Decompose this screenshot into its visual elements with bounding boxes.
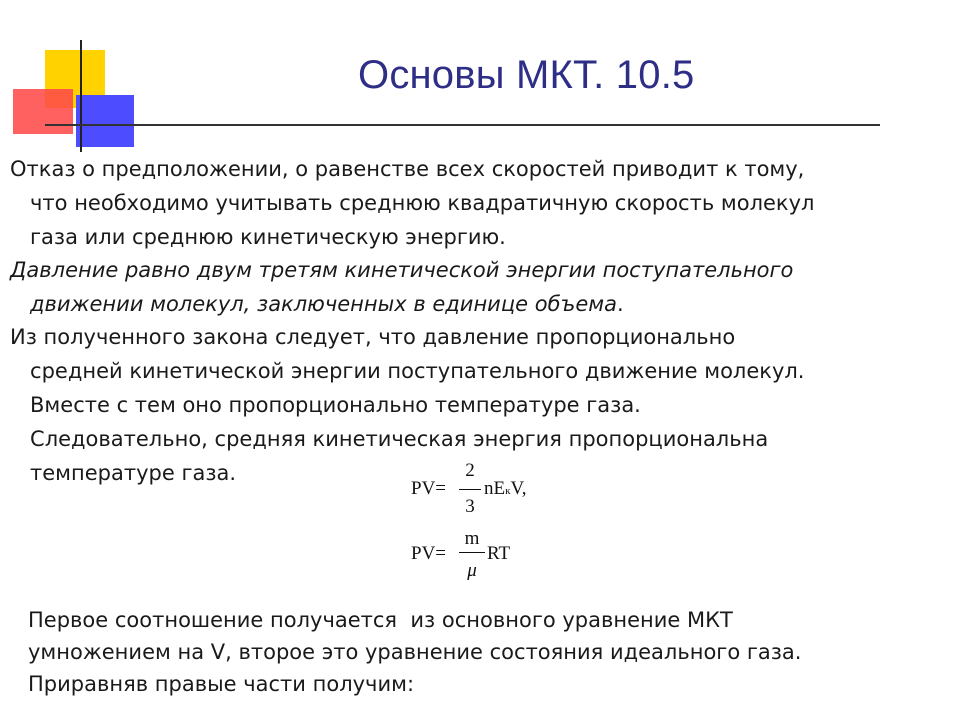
fraction-bar (459, 489, 481, 490)
formula-1-end: V, (510, 478, 527, 499)
title-underline (45, 124, 880, 126)
paragraph-1: Отказ о предположении, о равенстве всех скоростей приводит к тому, что необходимо учитывать среднюю квадратичную скорость молекул газа или среднюю кинетическую энергию. (10, 157, 815, 249)
fraction-bar (459, 552, 485, 553)
slide-title: Основы МКТ. 10.5 (358, 53, 695, 97)
formula-1-rhs (484, 478, 527, 500)
logo-red-square (13, 89, 73, 134)
formula-2-numerator: m (464, 528, 480, 549)
formula-1-fraction (459, 460, 481, 520)
formula-1-lhs: PV= (411, 478, 447, 499)
paragraph-2-italic: Давление равно двум третям кинетической энергии поступательного движении молекул, заключенных в единице объема (10, 258, 794, 316)
bottom-text: Первое соотношение получается из основного уравнение МКТ умножением на V, второе это уравнение состояния идеального газа. Приравняв правые части получим: (28, 608, 802, 696)
formula-1-nE: nE (484, 478, 506, 499)
formula-1-denominator: 3 (465, 496, 475, 517)
formula-2-denominator: μ (467, 560, 477, 581)
formula-1-subscript: к (505, 485, 511, 497)
logo-vertical-line (80, 40, 82, 152)
formula-2-rhs: RT (487, 543, 511, 564)
paragraph-3: Из полученного закона следует, что давление пропорционально средней кинетической энергии поступательного движение молекул. Вместе с тем оно пропорционально температуре газа. Следовательно, средняя кинетическая энергия пропорциональна температуре газа. (10, 325, 805, 485)
formula-2-fraction (459, 530, 485, 588)
logo-blue-square (76, 95, 134, 147)
formula-1 (411, 460, 571, 522)
paragraph-2-end: . (617, 292, 624, 316)
paragraph-2 (10, 253, 940, 321)
formula-1-numerator: 2 (465, 460, 475, 481)
formula-2-lhs: PV= (411, 543, 447, 564)
formula-2 (411, 530, 541, 590)
